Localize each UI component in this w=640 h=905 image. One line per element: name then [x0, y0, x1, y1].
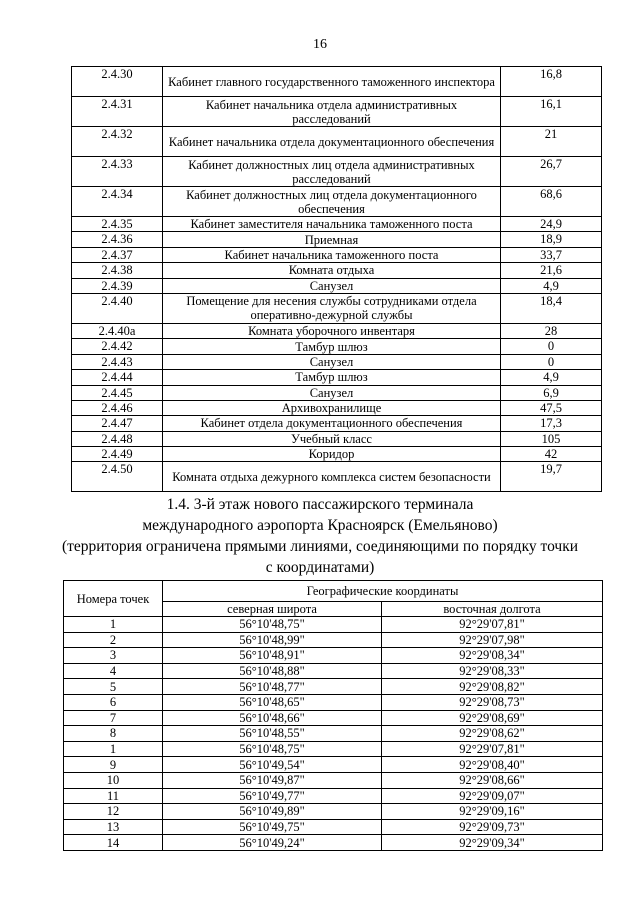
room-name: Кабинет начальника таможенного поста: [163, 247, 501, 262]
room-name: Коридор: [163, 447, 501, 462]
room-area: 0: [501, 339, 602, 354]
room-area: 0: [501, 354, 602, 369]
room-row: [72, 370, 602, 385]
section-heading: [60, 494, 580, 578]
room-number: 2.4.36: [72, 232, 163, 247]
longitude-value: 92°29'08,82": [382, 679, 603, 695]
latitude-value: 56°10'49,54": [163, 757, 382, 773]
longitude-value: 92°29'08,33": [382, 663, 603, 679]
section-heading-line: международного аэропорта Красноярск (Емельяново): [142, 517, 498, 534]
room-area: 105: [501, 431, 602, 446]
room-number: 2.4.45: [72, 385, 163, 400]
room-area: 68,6: [501, 187, 602, 217]
point-number: 7: [64, 710, 163, 726]
longitude-value: 92°29'09,07": [382, 788, 603, 804]
longitude-value: 92°29'08,69": [382, 710, 603, 726]
longitude-value: 92°29'09,73": [382, 819, 603, 835]
room-number: 2.4.32: [72, 127, 163, 157]
room-name: Тамбур шлюз: [163, 370, 501, 385]
point-number: 2: [64, 632, 163, 648]
room-row: [72, 278, 602, 293]
room-area: 21,6: [501, 263, 602, 278]
room-name: Приемная: [163, 232, 501, 247]
room-area: 4,9: [501, 278, 602, 293]
room-row: [72, 354, 602, 369]
room-row: [72, 232, 602, 247]
room-row: [72, 127, 602, 157]
coordinate-row: [64, 617, 603, 633]
point-number: 3: [64, 648, 163, 664]
room-row: [72, 416, 602, 431]
longitude-value: 92°29'09,34": [382, 835, 603, 851]
room-area: 17,3: [501, 416, 602, 431]
coordinate-row: [64, 726, 603, 742]
section-heading-line: 1.4. 3-й этаж нового пассажирского терминала: [166, 496, 474, 513]
room-area: 16,1: [501, 97, 602, 127]
room-number: 2.4.44: [72, 370, 163, 385]
room-row: [72, 263, 602, 278]
point-number: 13: [64, 819, 163, 835]
room-row: [72, 97, 602, 127]
header-geo-coordinates: Географические координаты: [163, 581, 603, 602]
room-area: 42: [501, 447, 602, 462]
latitude-value: 56°10'48,75": [163, 741, 382, 757]
room-area: 18,9: [501, 232, 602, 247]
latitude-value: 56°10'48,77": [163, 679, 382, 695]
room-number: 2.4.37: [72, 247, 163, 262]
room-area: 24,9: [501, 217, 602, 232]
room-name: Санузел: [163, 354, 501, 369]
latitude-value: 56°10'48,91": [163, 648, 382, 664]
room-row: [72, 293, 602, 323]
room-row: [72, 339, 602, 354]
room-number: 2.4.33: [72, 157, 163, 187]
room-number: 2.4.40а: [72, 323, 163, 338]
point-number: 11: [64, 788, 163, 804]
room-number: 2.4.49: [72, 447, 163, 462]
room-name: Тамбур шлюз: [163, 339, 501, 354]
point-number: 12: [64, 804, 163, 820]
room-name: Учебный класс: [163, 431, 501, 446]
longitude-value: 92°29'08,66": [382, 772, 603, 788]
coordinate-row: [64, 632, 603, 648]
room-row: [72, 247, 602, 262]
coordinate-row: [64, 710, 603, 726]
section-heading-line: с координатами): [265, 559, 375, 576]
room-area: 47,5: [501, 400, 602, 415]
room-name: Архивохранилище: [163, 400, 501, 415]
coordinate-row: [64, 663, 603, 679]
room-number: 2.4.43: [72, 354, 163, 369]
room-row: [72, 400, 602, 415]
latitude-value: 56°10'48,88": [163, 663, 382, 679]
room-name: Кабинет отдела документационного обеспечения: [163, 416, 501, 431]
room-area: 21: [501, 127, 602, 157]
room-area: 4,9: [501, 370, 602, 385]
room-row: [72, 67, 602, 97]
room-area: 19,7: [501, 462, 602, 492]
room-row: [72, 447, 602, 462]
coordinate-row: [64, 804, 603, 820]
latitude-value: 56°10'48,66": [163, 710, 382, 726]
point-number: 9: [64, 757, 163, 773]
room-row: [72, 323, 602, 338]
room-name: Комната отдыха дежурного комплекса систем безопасности: [163, 462, 501, 492]
coordinate-row: [64, 788, 603, 804]
longitude-value: 92°29'09,16": [382, 804, 603, 820]
coordinate-row: [64, 648, 603, 664]
room-number: 2.4.42: [72, 339, 163, 354]
point-number: 1: [64, 617, 163, 633]
coordinate-row: [64, 757, 603, 773]
room-name: Санузел: [163, 278, 501, 293]
room-area: 26,7: [501, 157, 602, 187]
room-number: 2.4.31: [72, 97, 163, 127]
page-number: 16: [313, 37, 327, 52]
room-number: 2.4.40: [72, 293, 163, 323]
room-row: [72, 431, 602, 446]
latitude-value: 56°10'49,87": [163, 772, 382, 788]
room-number: 2.4.34: [72, 187, 163, 217]
header-latitude: северная широта: [163, 602, 382, 617]
longitude-value: 92°29'07,98": [382, 632, 603, 648]
coordinate-row: [64, 819, 603, 835]
room-row: [72, 462, 602, 492]
coordinate-row: [64, 694, 603, 710]
latitude-value: 56°10'48,99": [163, 632, 382, 648]
coordinate-row: [64, 679, 603, 695]
section-heading-line: (территория ограничена прямыми линиями, соединяющими по порядку точки: [61, 538, 579, 555]
rooms-table: [71, 66, 602, 492]
room-area: 33,7: [501, 247, 602, 262]
latitude-value: 56°10'48,65": [163, 694, 382, 710]
room-number: 2.4.30: [72, 67, 163, 97]
room-number: 2.4.48: [72, 431, 163, 446]
longitude-value: 92°29'08,34": [382, 648, 603, 664]
room-name: Комната уборочного инвентаря: [163, 323, 501, 338]
longitude-value: 92°29'08,62": [382, 726, 603, 742]
room-name: Кабинет должностных лиц отдела административных расследований: [163, 157, 501, 187]
room-area: 18,4: [501, 293, 602, 323]
room-row: [72, 187, 602, 217]
coordinate-row: [64, 835, 603, 851]
latitude-value: 56°10'48,55": [163, 726, 382, 742]
latitude-value: 56°10'48,75": [163, 617, 382, 633]
room-name: Кабинет главного государственного таможенного инспектора: [163, 67, 501, 97]
room-name: Кабинет должностных лиц отдела документационного обеспечения: [163, 187, 501, 217]
room-number: 2.4.47: [72, 416, 163, 431]
latitude-value: 56°10'49,77": [163, 788, 382, 804]
point-number: 1: [64, 741, 163, 757]
room-number: 2.4.39: [72, 278, 163, 293]
coordinates-table: [63, 580, 603, 851]
room-number: 2.4.38: [72, 263, 163, 278]
latitude-value: 56°10'49,75": [163, 819, 382, 835]
point-number: 8: [64, 726, 163, 742]
room-row: [72, 217, 602, 232]
room-name: Кабинет заместителя начальника таможенного поста: [163, 217, 501, 232]
room-area: 28: [501, 323, 602, 338]
latitude-value: 56°10'49,24": [163, 835, 382, 851]
coordinate-row: [64, 772, 603, 788]
room-area: 16,8: [501, 67, 602, 97]
room-number: 2.4.46: [72, 400, 163, 415]
longitude-value: 92°29'08,73": [382, 694, 603, 710]
longitude-value: 92°29'08,40": [382, 757, 603, 773]
coordinate-row: [64, 741, 603, 757]
room-name: Помещение для несения службы сотрудниками отдела оперативно-дежурной службы: [163, 293, 501, 323]
header-points: Номера точек: [64, 581, 163, 617]
latitude-value: 56°10'49,89": [163, 804, 382, 820]
room-name: Кабинет начальника отдела административных расследований: [163, 97, 501, 127]
longitude-value: 92°29'07,81": [382, 741, 603, 757]
header-longitude: восточная долгота: [382, 602, 603, 617]
room-number: 2.4.35: [72, 217, 163, 232]
longitude-value: 92°29'07,81": [382, 617, 603, 633]
point-number: 10: [64, 772, 163, 788]
room-name: Комната отдыха: [163, 263, 501, 278]
room-row: [72, 385, 602, 400]
point-number: 14: [64, 835, 163, 851]
room-name: Санузел: [163, 385, 501, 400]
point-number: 4: [64, 663, 163, 679]
point-number: 6: [64, 694, 163, 710]
room-row: [72, 157, 602, 187]
point-number: 5: [64, 679, 163, 695]
room-number: 2.4.50: [72, 462, 163, 492]
room-name: Кабинет начальника отдела документационного обеспечения: [163, 127, 501, 157]
room-area: 6,9: [501, 385, 602, 400]
